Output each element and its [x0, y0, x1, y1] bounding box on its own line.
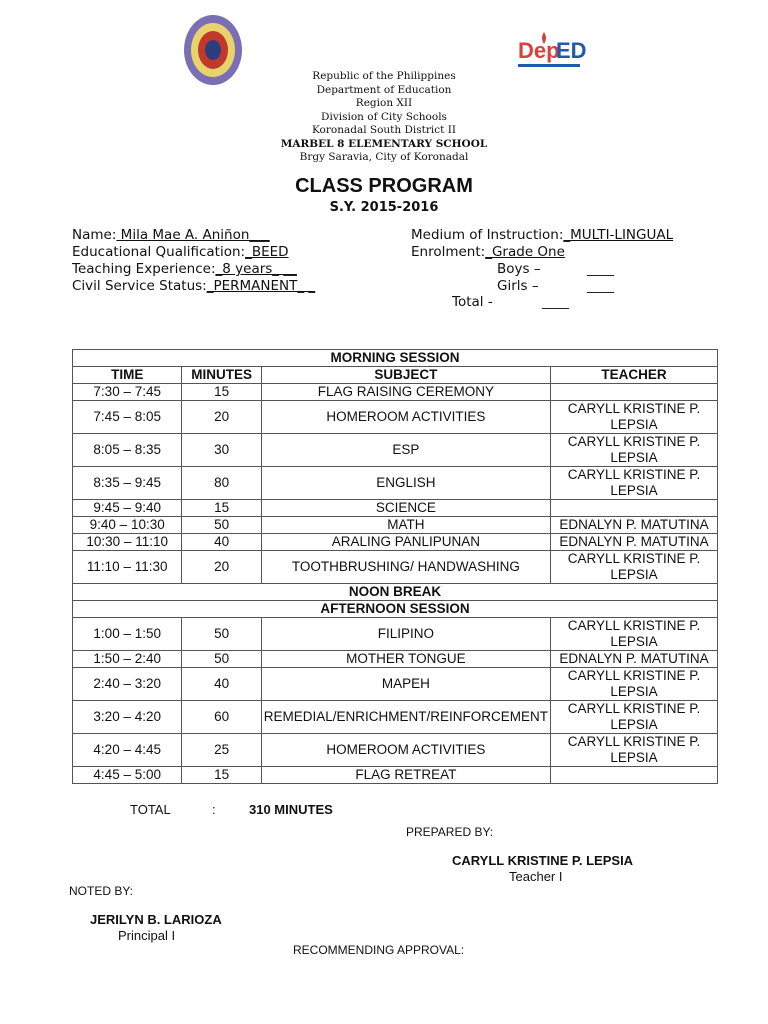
time-cell: 4:20 – 4:45: [73, 734, 182, 767]
subject-cell: ARALING PANLIPUNAN: [261, 534, 550, 551]
subject-cell: MOTHER TONGUE: [261, 651, 550, 668]
time-cell: 7:30 – 7:45: [73, 384, 182, 401]
prepared-by-label: PREPARED BY:: [406, 825, 494, 839]
teacher-cell: CARYLL KRISTINE P. LEPSIA: [551, 701, 718, 734]
boys-value: ____: [587, 261, 614, 277]
noon-break-heading: NOON BREAK: [73, 584, 718, 601]
table-row: [73, 500, 718, 517]
qualification-label: Educational Qualification:: [72, 244, 246, 260]
minutes-cell: 15: [182, 767, 261, 784]
afternoon-session-row: [73, 601, 718, 618]
preparer-name: CARYLL KRISTINE P. LEPSIA: [452, 853, 634, 868]
header-line: Republic of the Philippines: [312, 70, 456, 82]
table-row: [73, 618, 718, 651]
medium-value: _MULTI-LINGUAL: [563, 227, 674, 243]
col-header-teacher: TEACHER: [551, 367, 718, 384]
minutes-cell: 50: [182, 517, 261, 534]
afternoon-session-heading: AFTERNOON SESSION: [73, 601, 718, 618]
morning-session-row: [73, 350, 718, 367]
table-row: [73, 401, 718, 434]
subject-cell: HOMEROOM ACTIVITIES: [261, 734, 550, 767]
header-line: Division of City Schools: [321, 110, 447, 123]
svg-text:ED: ED: [556, 38, 586, 63]
time-cell: 10:30 – 11:10: [73, 534, 182, 551]
civil-service-label: Civil Service Status:: [72, 278, 207, 294]
experience-value: _8 years_ __: [215, 261, 297, 277]
subject-cell: FILIPINO: [261, 618, 550, 651]
morning-session-heading: MORNING SESSION: [73, 350, 718, 367]
class-info: [411, 227, 673, 261]
school-name: MARBEL 8 ELEMENTARY SCHOOL: [280, 137, 488, 150]
subject-cell: FLAG RETREAT: [261, 767, 550, 784]
noon-break-row: [73, 584, 718, 601]
time-cell: 2:40 – 3:20: [73, 668, 182, 701]
teacher-cell: CARYLL KRISTINE P. LEPSIA: [551, 401, 718, 434]
subject-cell: REMEDIAL/ENRICHMENT/REINFORCEMENT: [261, 701, 550, 734]
table-row: [73, 384, 718, 401]
time-cell: 1:50 – 2:40: [73, 651, 182, 668]
header-line: Department of Education: [316, 83, 452, 96]
minutes-cell: 20: [182, 401, 261, 434]
table-row: [73, 651, 718, 668]
table-row: [73, 767, 718, 784]
table-row: [73, 434, 718, 467]
table-row: [73, 534, 718, 551]
school-address: Brgy Saravia, City of Koronadal: [299, 151, 469, 163]
name-value: Mila Mae A. Aniñon___: [116, 227, 270, 243]
minutes-cell: 15: [182, 384, 261, 401]
time-cell: 4:45 – 5:00: [73, 767, 182, 784]
subject-cell: MAPEH: [261, 668, 550, 701]
total-minutes: 310 MINUTES: [249, 802, 333, 817]
time-cell: 8:35 – 9:45: [73, 467, 182, 500]
teacher-cell: CARYLL KRISTINE P. LEPSIA: [551, 434, 718, 467]
subject-cell: MATH: [261, 517, 550, 534]
col-header-time: TIME: [73, 367, 182, 384]
minutes-cell: 50: [182, 651, 261, 668]
teacher-cell: CARYLL KRISTINE P. LEPSIA: [551, 668, 718, 701]
teacher-cell: EDNALYN P. MATUTINA: [551, 534, 718, 551]
header-line: Region XII: [355, 97, 413, 109]
teacher-cell: [551, 767, 718, 784]
minutes-cell: 60: [182, 701, 261, 734]
table-row: [73, 517, 718, 534]
minutes-cell: 40: [182, 534, 261, 551]
preparer-title: Teacher I: [509, 869, 563, 884]
teacher-cell: EDNALYN P. MATUTINA: [551, 651, 718, 668]
teacher-cell: CARYLL KRISTINE P. LEPSIA: [551, 734, 718, 767]
table-header-row: [73, 367, 718, 384]
subject-cell: ENGLISH: [261, 467, 550, 500]
total-colon: :: [212, 802, 216, 817]
total-enrol-value: ____: [542, 294, 569, 310]
time-cell: 1:00 – 1:50: [73, 618, 182, 651]
table-row: [73, 734, 718, 767]
table-row: [73, 701, 718, 734]
medium-label: Medium of Instruction:: [411, 227, 564, 243]
qualification-value: _BEED: [245, 244, 289, 260]
header-line: Koronadal South District II: [311, 124, 457, 136]
teacher-cell: CARYLL KRISTINE P. LEPSIA: [551, 467, 718, 500]
noted-by-label: NOTED BY:: [69, 884, 134, 898]
deped-logo: [514, 28, 586, 74]
teacher-cell: CARYLL KRISTINE P. LEPSIA: [551, 618, 718, 651]
noter-title: Principal I: [118, 928, 176, 943]
teacher-cell: EDNALYN P. MATUTINA: [551, 517, 718, 534]
table-row: [73, 551, 718, 584]
boys-label: Boys –: [497, 261, 541, 277]
svg-text:Dep: Dep: [518, 38, 560, 63]
time-cell: 9:45 – 9:40: [73, 500, 182, 517]
minutes-cell: 30: [182, 434, 261, 467]
total-label: TOTAL: [130, 802, 171, 817]
time-cell: 7:45 – 8:05: [73, 401, 182, 434]
minutes-cell: 80: [182, 467, 261, 500]
time-cell: 9:40 – 10:30: [73, 517, 182, 534]
teacher-cell: [551, 500, 718, 517]
name-label: Name:: [72, 227, 117, 243]
time-cell: 11:10 – 11:30: [73, 551, 182, 584]
col-header-minutes: MINUTES: [182, 367, 261, 384]
teacher-info: [72, 227, 315, 295]
letterhead: [0, 70, 768, 165]
minutes-cell: 20: [182, 551, 261, 584]
subject-cell: ESP: [261, 434, 550, 467]
total-enrol-label: Total -: [452, 294, 493, 310]
teacher-cell: [551, 384, 718, 401]
subject-cell: SCIENCE: [261, 500, 550, 517]
experience-label: Teaching Experience:: [72, 261, 216, 277]
minutes-cell: 50: [182, 618, 261, 651]
time-cell: 3:20 – 4:20: [73, 701, 182, 734]
girls-value: ____: [587, 278, 614, 294]
class-schedule-table: [72, 349, 718, 784]
noter-name: JERILYN B. LARIOZA: [90, 912, 222, 927]
teacher-cell: CARYLL KRISTINE P. LEPSIA: [551, 551, 718, 584]
subject-cell: HOMEROOM ACTIVITIES: [261, 401, 550, 434]
subject-cell: FLAG RAISING CEREMONY: [261, 384, 550, 401]
table-row: [73, 668, 718, 701]
minutes-cell: 25: [182, 734, 261, 767]
civil-service-value: _PERMANENT_ _: [206, 278, 316, 294]
table-row: [73, 467, 718, 500]
page-title: CLASS PROGRAM: [295, 175, 473, 197]
enrolment-label: Enrolment:: [411, 244, 486, 260]
col-header-subject: SUBJECT: [261, 367, 550, 384]
recommending-approval-label: RECOMMENDING APPROVAL:: [293, 943, 465, 957]
minutes-cell: 40: [182, 668, 261, 701]
time-cell: 8:05 – 8:35: [73, 434, 182, 467]
school-year: S.Y. 2015-2016: [329, 200, 439, 215]
enrolment-value: _Grade One: [485, 244, 565, 260]
minutes-cell: 15: [182, 500, 261, 517]
subject-cell: TOOTHBRUSHING/ HANDWASHING: [261, 551, 550, 584]
girls-label: Girls –: [497, 278, 539, 294]
